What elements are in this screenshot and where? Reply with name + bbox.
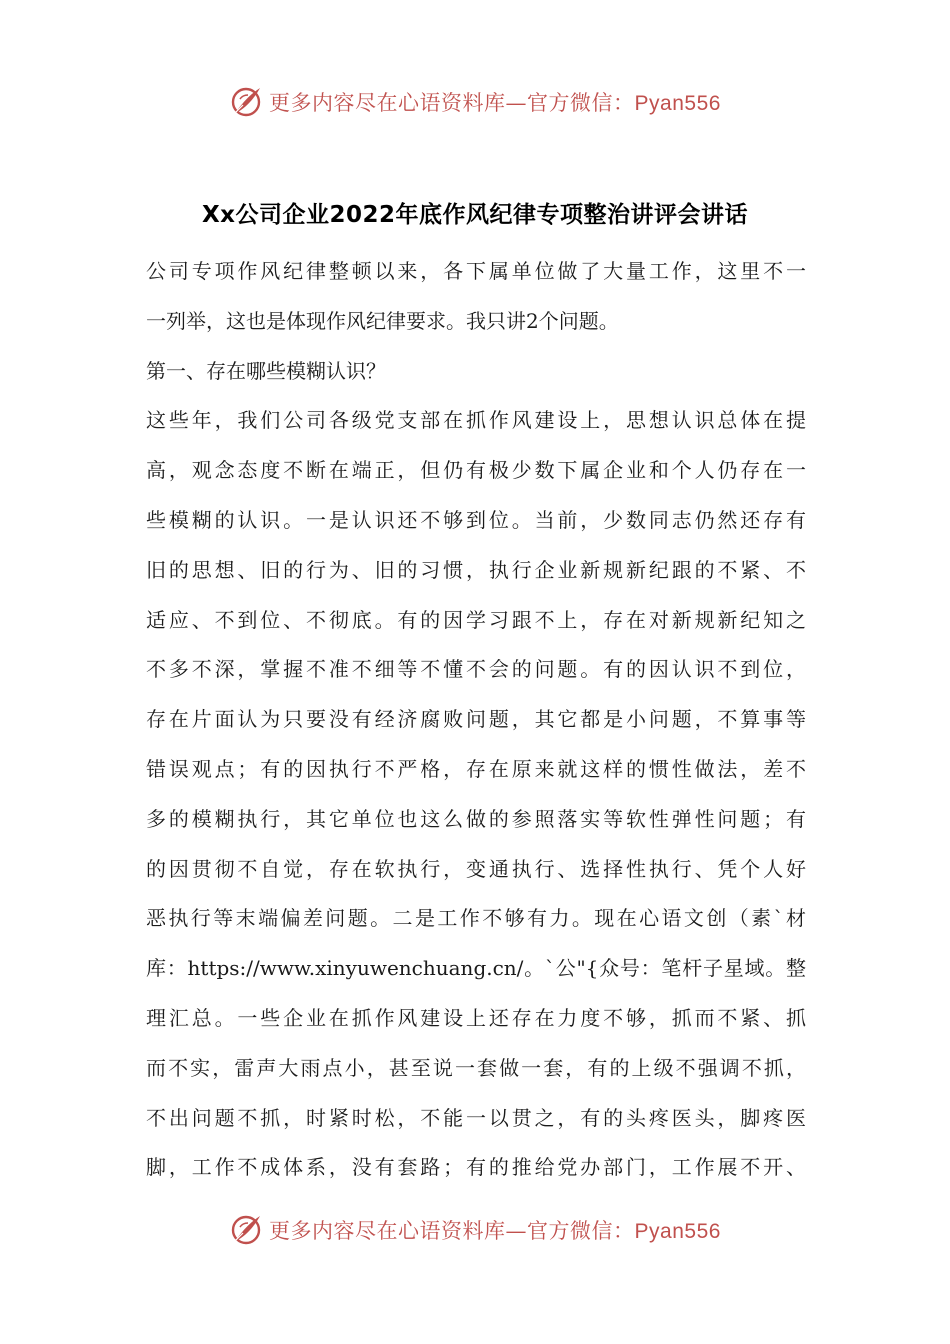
watermark-banner-bottom [0, 1210, 950, 1250]
body-line: 的因贯彻不自觉，存在软执行，变通执行、选择性执行、凭个人好 [146, 856, 806, 881]
body-line: 公司专项作风纪律整顿以来，各下属单位做了大量工作，这里不一 [146, 259, 806, 283]
watermark-text: 更多内容尽在心语资料库—官方微信：Pyan556 [269, 1219, 721, 1243]
body-line: 些模糊的认识。一是认识还不够到位。当前，少数同志仍然还存有 [146, 507, 806, 532]
body-line: 库：https://www.xinyuwenchuang.cn/。`公"{众号：笔杆子星域。整 [146, 956, 806, 981]
body-line: 错误观点；有的因执行不严格，存在原来就这样的惯性做法，差不 [146, 756, 806, 781]
body-line: 不多不深，掌握不准不细等不懂不会的问题。有的因认识不到位， [146, 657, 806, 682]
wechat-id: Pyan556 [634, 1220, 721, 1243]
document-title: Xx公司企业2022年底作风纪律专项整治讲评会讲话 [201, 202, 749, 228]
document-body [146, 247, 806, 1193]
body-line: 而不实，雷声大雨点小，甚至说一套做一套，有的上级不强调不抓， [146, 1055, 806, 1080]
section-heading: 第一、存在哪些模糊认识？ [146, 358, 386, 383]
body-line: 脚，工作不成体系，没有套路；有的推给党办部门，工作展不开、 [146, 1155, 806, 1180]
body-line: 高，观念态度不断在端正，但仍有极少数下属企业和个人仍存在一 [146, 458, 806, 483]
body-line: 旧的思想、旧的行为、旧的习惯，执行企业新规新纪跟的不紧、不 [146, 557, 806, 582]
body-line: 存在片面认为只要没有经济腐败问题，其它都是小问题，不算事等 [146, 707, 806, 732]
body-line: 这些年，我们公司各级党支部在抓作风建设上，思想认识总体在提 [146, 408, 806, 433]
body-line: 不出问题不抓，时紧时松，不能一以贯之，有的头疼医头，脚疼医 [146, 1105, 806, 1130]
wechat-id: Pyan556 [634, 92, 721, 115]
body-line: 一列举，这也是体现作风纪律要求。我只讲2个问题。 [146, 308, 619, 333]
body-line: 理汇总。一些企业在抓作风建设上还存在力度不够，抓而不紧、抓 [146, 1005, 806, 1030]
quill-pen-logo-icon [229, 1213, 263, 1247]
body-line: 恶执行等末端偏差问题。二是工作不够有力。现在心语文创（素`材 [146, 906, 806, 931]
watermark-banner-top [0, 82, 950, 122]
watermark-text: 更多内容尽在心语资料库—官方微信：Pyan556 [269, 91, 721, 115]
quill-pen-logo-icon [229, 85, 263, 119]
body-line: 多的模糊执行，其它单位也这么做的参照落实等软性弹性问题；有 [146, 806, 806, 831]
body-line: 适应、不到位、不彻底。有的因学习跟不上，存在对新规新纪知之 [146, 607, 806, 632]
